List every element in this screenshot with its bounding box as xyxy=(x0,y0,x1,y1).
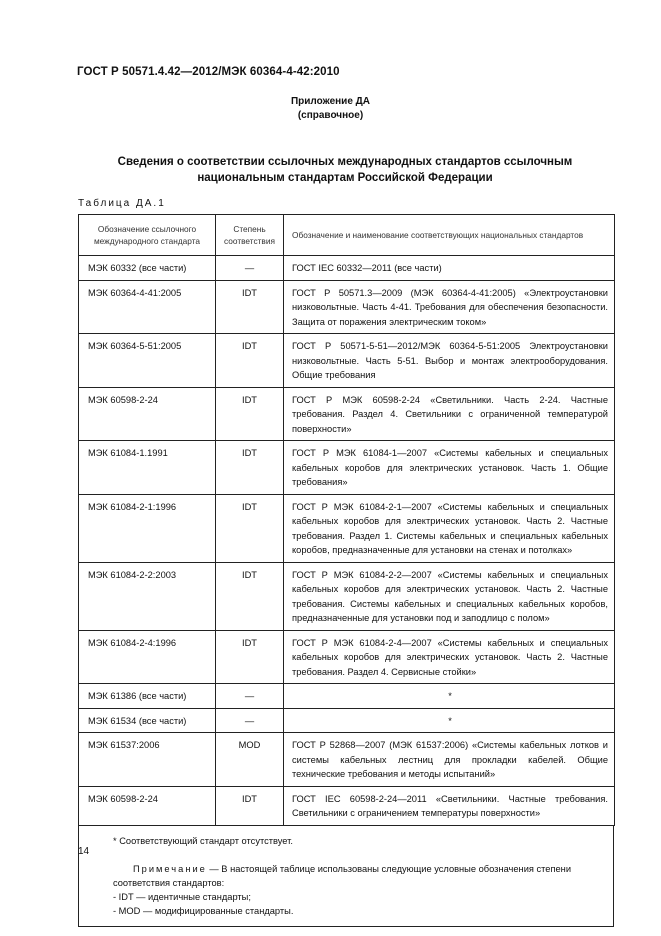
table-row xyxy=(79,708,615,733)
table-row xyxy=(79,684,615,709)
cell-national: ГОСТ Р МЭК 61084-2-2—2007 «Системы кабельных и специальных кабельных коробов для электрических установок. Часть 2. Частные требования. Системы кабельных и специальных кабельных коробов, предназначенные для установки под и заподлицо с полом» xyxy=(284,562,615,630)
table-row xyxy=(79,387,615,441)
table-row xyxy=(79,786,615,825)
page-number: 14 xyxy=(78,846,90,857)
appendix-subtitle: (справочное) xyxy=(297,110,364,121)
cell-degree: — xyxy=(216,708,284,733)
appendix-heading xyxy=(0,95,661,123)
footnote-star: * Соответствующий стандарт отсутствует. xyxy=(113,835,293,846)
header-intl-standard: Обозначение ссылочного международного стандарта xyxy=(79,215,216,256)
cell-degree: IDT xyxy=(216,786,284,825)
correspondence-table-container xyxy=(78,214,614,927)
note-item: - MOD — модифицированные стандарты. xyxy=(113,905,294,916)
cell-intl: МЭК 60364-4-41:2005 xyxy=(79,280,216,334)
cell-degree: — xyxy=(216,256,284,281)
cell-national: ГОСТ Р МЭК 61084-1—2007 «Системы кабельных и специальных кабельных коробов для электрических установок. Часть 1. Общие требования» xyxy=(284,441,615,495)
header-national-standard: Обозначение и наименование соответствующих национальных стандартов xyxy=(284,215,615,256)
table-row xyxy=(79,733,615,787)
cell-intl: МЭК 60332 (все части) xyxy=(79,256,216,281)
cell-intl: МЭК 61386 (все части) xyxy=(79,684,216,709)
cell-intl: МЭК 60598-2-24 xyxy=(79,387,216,441)
table-row xyxy=(79,441,615,495)
note-paragraph xyxy=(113,862,603,890)
cell-national: * xyxy=(284,708,615,733)
cell-degree: MOD xyxy=(216,733,284,787)
cell-degree: IDT xyxy=(216,334,284,388)
table-header-row xyxy=(79,215,615,256)
table-notes xyxy=(78,826,614,927)
cell-intl: МЭК 61084-2-2:2003 xyxy=(79,562,216,630)
cell-degree: IDT xyxy=(216,387,284,441)
cell-intl: МЭК 61534 (все части) xyxy=(79,708,216,733)
cell-intl: МЭК 61537:2006 xyxy=(79,733,216,787)
cell-degree: IDT xyxy=(216,562,284,630)
note-label: Примечание xyxy=(133,863,207,874)
cell-intl: МЭК 60364-5-51:2005 xyxy=(79,334,216,388)
cell-intl: МЭК 60598-2-24 xyxy=(79,786,216,825)
cell-degree: IDT xyxy=(216,441,284,495)
table-row xyxy=(79,334,615,388)
cell-intl: МЭК 61084-2-4:1996 xyxy=(79,630,216,684)
table-row xyxy=(79,256,615,281)
cell-intl: МЭК 61084-2-1:1996 xyxy=(79,494,216,562)
table-row xyxy=(79,562,615,630)
section-title: Сведения о соответствии ссылочных международных стандартов ссылочным национальным стандартам Российской Федерации xyxy=(117,156,573,184)
table-row xyxy=(79,280,615,334)
cell-national: ГОСТ Р МЭК 61084-2-1—2007 «Системы кабельных и специальных кабельных коробов для электрических установок. Часть 2. Частные требования. Раздел 1. Системы кабельных и специальных кабельных коробов, предназначенные для установки на стенах и потолках» xyxy=(284,494,615,562)
cell-degree: — xyxy=(216,684,284,709)
cell-degree: IDT xyxy=(216,494,284,562)
cell-national: ГОСТ IEC 60332—2011 (все части) xyxy=(284,256,615,281)
table-label: Таблица ДА.1 xyxy=(78,198,166,209)
header-degree: Степень соответствия xyxy=(216,215,284,256)
note-item: - IDT — идентичные стандарты; xyxy=(113,891,251,902)
note-text: — В настоящей таблице использованы следующие условные обозначения степени соответствия стандартов: xyxy=(113,863,572,888)
cell-degree: IDT xyxy=(216,630,284,684)
cell-national: ГОСТ IEC 60598-2-24—2011 «Светильники. Частные требования. Светильники с ограничением температуры поверхности» xyxy=(284,786,615,825)
table-row xyxy=(79,494,615,562)
cell-national: ГОСТ Р 50571.3—2009 (МЭК 60364-4-41:2005) «Электроустановки низковольтные. Часть 4-41. Требования для обеспечения безопасности. Защита от поражения электрическим током» xyxy=(284,280,615,334)
cell-national: * xyxy=(284,684,615,709)
cell-national: ГОСТ Р 50571-5-51—2012/МЭК 60364-5-51:2005 Электроустановки низковольтные. Часть 5-51. Выбор и монтаж электрооборудования. Общие требования xyxy=(284,334,615,388)
cell-national: ГОСТ Р МЭК 61084-2-4—2007 «Системы кабельных и специальных кабельных коробов для электрических установок. Часть 2. Частные требования. Раздел 4. Сервисные стойки» xyxy=(284,630,615,684)
cell-degree: IDT xyxy=(216,280,284,334)
document-header-title: ГОСТ Р 50571.4.42—2012/МЭК 60364-4-42:2010 xyxy=(77,66,340,78)
cell-national: ГОСТ Р МЭК 60598-2-24 «Светильники. Часть 2-24. Частные требования. Раздел 4. Светильники с ограниченной температурой поверхности» xyxy=(284,387,615,441)
cell-intl: МЭК 61084-1.1991 xyxy=(79,441,216,495)
cell-national: ГОСТ Р 52868—2007 (МЭК 61537:2006) «Системы кабельных лотков и системы кабельных лестниц для прокладки кабелей. Общие технические требования и методы испытаний» xyxy=(284,733,615,787)
table-row xyxy=(79,630,615,684)
appendix-title: Приложение ДА xyxy=(290,96,371,107)
correspondence-table xyxy=(78,214,615,826)
